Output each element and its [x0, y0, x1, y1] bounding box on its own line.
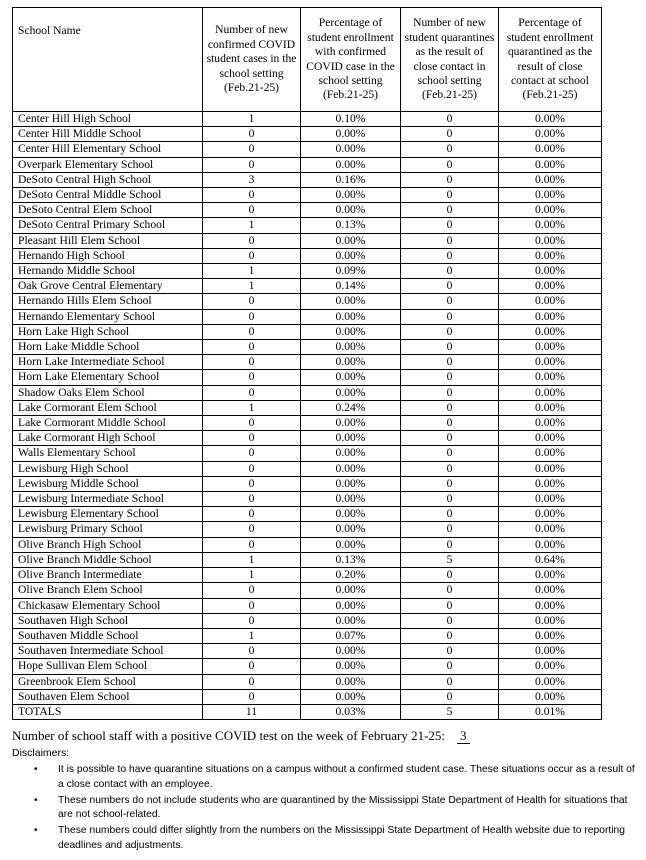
quarantine-percentage-cell: 0.64% [499, 552, 602, 567]
table-row [13, 583, 602, 598]
case-percentage-cell: 0.24% [301, 400, 401, 415]
table-row [13, 127, 602, 142]
school-name-cell: Center Hill Elementary School [13, 142, 203, 157]
quarantine-percentage-cell: 0.00% [499, 324, 602, 339]
new-quarantines-cell: 0 [401, 309, 499, 324]
new-quarantines-cell: 0 [401, 324, 499, 339]
school-name-cell: Center Hill Middle School [13, 127, 203, 142]
new-cases-cell: 3 [203, 172, 301, 187]
quarantine-percentage-cell: 0.00% [499, 644, 602, 659]
new-quarantines-cell: 0 [401, 355, 499, 370]
disclaimer-item [30, 763, 635, 793]
table-body [13, 112, 602, 720]
case-percentage-cell: 0.03% [301, 704, 401, 719]
new-quarantines-cell: 0 [401, 233, 499, 248]
new-cases-cell: 0 [203, 583, 301, 598]
quarantine-percentage-cell: 0.00% [499, 537, 602, 552]
school-name-cell: Lake Cormorant Elem School [13, 400, 203, 415]
school-name-cell: Chickasaw Elementary School [13, 598, 203, 613]
new-quarantines-cell: 0 [401, 522, 499, 537]
new-cases-cell: 0 [203, 431, 301, 446]
table-row [13, 294, 602, 309]
table-row [13, 218, 602, 233]
school-name-cell: Lewisburg Middle School [13, 476, 203, 491]
new-quarantines-cell: 0 [401, 461, 499, 476]
new-cases-cell: 0 [203, 644, 301, 659]
bullet-icon: • [34, 794, 38, 806]
new-cases-cell: 0 [203, 385, 301, 400]
case-percentage-cell: 0.00% [301, 355, 401, 370]
disclaimer-item [30, 794, 635, 824]
new-quarantines-cell: 0 [401, 537, 499, 552]
quarantine-percentage-cell: 0.00% [499, 522, 602, 537]
case-percentage-cell: 0.00% [301, 461, 401, 476]
case-percentage-cell: 0.00% [301, 324, 401, 339]
table-row [13, 431, 602, 446]
school-name-cell: Greenbrook Elem School [13, 674, 203, 689]
new-cases-cell: 0 [203, 127, 301, 142]
school-name-cell: Southaven Intermediate School [13, 644, 203, 659]
quarantine-percentage-cell: 0.00% [499, 628, 602, 643]
disclaimer-text: These numbers do not include students who are quarantined by the Mississippi State Department of Health for situations that are not school-related. [58, 794, 628, 821]
quarantine-percentage-cell: 0.00% [499, 446, 602, 461]
new-cases-cell: 0 [203, 659, 301, 674]
quarantine-percentage-cell: 0.00% [499, 233, 602, 248]
new-quarantines-cell: 0 [401, 112, 499, 127]
staff-positive-label: Number of school staff with a positive COVID test on the week of February 21-25: [12, 728, 446, 743]
table-row [13, 446, 602, 461]
school-name-cell: Horn Lake Middle School [13, 340, 203, 355]
new-quarantines-cell: 0 [401, 127, 499, 142]
new-cases-cell: 1 [203, 112, 301, 127]
table-row [13, 324, 602, 339]
quarantine-percentage-cell: 0.00% [499, 188, 602, 203]
new-cases-cell: 1 [203, 264, 301, 279]
case-percentage-cell: 0.20% [301, 568, 401, 583]
new-quarantines-cell: 0 [401, 598, 499, 613]
quarantine-percentage-cell: 0.00% [499, 568, 602, 583]
school-name-cell: Lewisburg High School [13, 461, 203, 476]
table-row [13, 112, 602, 127]
quarantine-percentage-cell: 0.00% [499, 416, 602, 431]
header-quarantine-percentage: Percentage of student enrollment quarantined as the result of close contact at school (Feb.21-25) [499, 8, 602, 112]
table-row [13, 613, 602, 628]
new-cases-cell: 0 [203, 233, 301, 248]
school-name-cell: Hernando Hills Elem School [13, 294, 203, 309]
new-quarantines-cell: 0 [401, 203, 499, 218]
new-quarantines-cell: 0 [401, 218, 499, 233]
case-percentage-cell: 0.00% [301, 431, 401, 446]
quarantine-percentage-cell: 0.00% [499, 142, 602, 157]
school-name-cell: Hope Sullivan Elem School [13, 659, 203, 674]
quarantine-percentage-cell: 0.00% [499, 400, 602, 415]
new-quarantines-cell: 0 [401, 400, 499, 415]
table-row [13, 248, 602, 263]
table-row [13, 264, 602, 279]
new-cases-cell: 1 [203, 279, 301, 294]
quarantine-percentage-cell: 0.00% [499, 507, 602, 522]
new-cases-cell: 0 [203, 248, 301, 263]
new-cases-cell: 0 [203, 674, 301, 689]
new-quarantines-cell: 0 [401, 674, 499, 689]
table-row [13, 400, 602, 415]
staff-positive-line [12, 728, 470, 744]
school-name-cell: Hernando High School [13, 248, 203, 263]
case-percentage-cell: 0.00% [301, 416, 401, 431]
case-percentage-cell: 0.10% [301, 112, 401, 127]
new-cases-cell: 0 [203, 340, 301, 355]
new-quarantines-cell: 0 [401, 507, 499, 522]
case-percentage-cell: 0.00% [301, 583, 401, 598]
new-cases-cell: 0 [203, 507, 301, 522]
case-percentage-cell: 0.00% [301, 537, 401, 552]
new-quarantines-cell: 0 [401, 628, 499, 643]
quarantine-percentage-cell: 0.00% [499, 385, 602, 400]
new-cases-cell: 0 [203, 309, 301, 324]
quarantine-percentage-cell: 0.00% [499, 476, 602, 491]
school-name-cell: Center Hill High School [13, 112, 203, 127]
new-quarantines-cell: 0 [401, 264, 499, 279]
new-quarantines-cell: 0 [401, 644, 499, 659]
quarantine-percentage-cell: 0.00% [499, 461, 602, 476]
case-percentage-cell: 0.00% [301, 674, 401, 689]
case-percentage-cell: 0.00% [301, 157, 401, 172]
school-name-cell: Lewisburg Primary School [13, 522, 203, 537]
new-cases-cell: 0 [203, 416, 301, 431]
table-row [13, 689, 602, 704]
header-new-quarantines: Number of new student quarantines as the result of close contact in school setting (Feb.21-25) [401, 8, 499, 112]
school-name-cell: Oak Grove Central Elementary [13, 279, 203, 294]
table-row [13, 644, 602, 659]
new-cases-cell: 0 [203, 142, 301, 157]
new-quarantines-cell: 0 [401, 188, 499, 203]
table-row [13, 203, 602, 218]
new-quarantines-cell: 5 [401, 552, 499, 567]
school-name-cell: Olive Branch Middle School [13, 552, 203, 567]
table-row [13, 598, 602, 613]
case-percentage-cell: 0.00% [301, 340, 401, 355]
school-name-cell: Southaven High School [13, 613, 203, 628]
new-quarantines-cell: 0 [401, 492, 499, 507]
quarantine-percentage-cell: 0.00% [499, 431, 602, 446]
table-row [13, 461, 602, 476]
covid-cases-table [12, 7, 602, 720]
new-quarantines-cell: 0 [401, 157, 499, 172]
table-row [13, 659, 602, 674]
table-row [13, 309, 602, 324]
quarantine-percentage-cell: 0.00% [499, 370, 602, 385]
quarantine-percentage-cell: 0.00% [499, 264, 602, 279]
new-quarantines-cell: 0 [401, 689, 499, 704]
school-name-cell: Pleasant Hill Elem School [13, 233, 203, 248]
table-row [13, 142, 602, 157]
disclaimers-title: Disclaimers: [12, 747, 70, 759]
school-name-cell: Lake Cormorant High School [13, 431, 203, 446]
new-cases-cell: 0 [203, 476, 301, 491]
header-case-percentage: Percentage of student enrollment with confirmed COVID case in the school setting (Feb.21-25) [301, 8, 401, 112]
new-quarantines-cell: 0 [401, 370, 499, 385]
table-row [13, 522, 602, 537]
new-cases-cell: 0 [203, 537, 301, 552]
case-percentage-cell: 0.00% [301, 142, 401, 157]
disclaimers-list [30, 763, 635, 855]
case-percentage-cell: 0.09% [301, 264, 401, 279]
quarantine-percentage-cell: 0.00% [499, 674, 602, 689]
table-row [13, 172, 602, 187]
new-quarantines-cell: 0 [401, 416, 499, 431]
school-name-cell: Hernando Elementary School [13, 309, 203, 324]
disclaimer-text: These numbers could differ slightly from the numbers on the Mississippi State Department of Health website due to reporting deadlines and adjustments. [58, 825, 625, 851]
quarantine-percentage-cell: 0.00% [499, 112, 602, 127]
case-percentage-cell: 0.00% [301, 522, 401, 537]
quarantine-percentage-cell: 0.00% [499, 355, 602, 370]
new-cases-cell: 0 [203, 461, 301, 476]
school-name-cell: Shadow Oaks Elem School [13, 385, 203, 400]
table-row [13, 507, 602, 522]
school-name-cell: Horn Lake Elementary School [13, 370, 203, 385]
quarantine-percentage-cell: 0.00% [499, 689, 602, 704]
table-row [13, 476, 602, 491]
new-cases-cell: 11 [203, 704, 301, 719]
school-name-cell: Olive Branch Intermediate [13, 568, 203, 583]
quarantine-percentage-cell: 0.00% [499, 294, 602, 309]
quarantine-percentage-cell: 0.00% [499, 659, 602, 674]
school-name-cell: Lewisburg Intermediate School [13, 492, 203, 507]
new-quarantines-cell: 0 [401, 340, 499, 355]
table-row [13, 279, 602, 294]
new-cases-cell: 0 [203, 522, 301, 537]
quarantine-percentage-cell: 0.00% [499, 218, 602, 233]
new-cases-cell: 0 [203, 598, 301, 613]
new-cases-cell: 0 [203, 492, 301, 507]
new-cases-cell: 1 [203, 568, 301, 583]
school-name-cell: Lewisburg Elementary School [13, 507, 203, 522]
case-percentage-cell: 0.07% [301, 628, 401, 643]
new-cases-cell: 0 [203, 613, 301, 628]
school-name-cell: Southaven Middle School [13, 628, 203, 643]
quarantine-percentage-cell: 0.00% [499, 157, 602, 172]
bullet-icon: • [34, 825, 38, 837]
new-cases-cell: 0 [203, 446, 301, 461]
new-quarantines-cell: 0 [401, 613, 499, 628]
new-cases-cell: 0 [203, 355, 301, 370]
new-quarantines-cell: 0 [401, 568, 499, 583]
header-new-cases: Number of new confirmed COVID student cases in the school setting (Feb.21-25) [203, 8, 301, 112]
new-cases-cell: 0 [203, 324, 301, 339]
new-cases-cell: 0 [203, 294, 301, 309]
quarantine-percentage-cell: 0.00% [499, 583, 602, 598]
school-name-cell: Overpark Elementary School [13, 157, 203, 172]
quarantine-percentage-cell: 0.00% [499, 279, 602, 294]
table-row [13, 568, 602, 583]
new-cases-cell: 0 [203, 370, 301, 385]
table-header-row [13, 8, 602, 112]
new-quarantines-cell: 0 [401, 385, 499, 400]
case-percentage-cell: 0.00% [301, 659, 401, 674]
new-quarantines-cell: 0 [401, 431, 499, 446]
quarantine-percentage-cell: 0.00% [499, 172, 602, 187]
new-quarantines-cell: 0 [401, 279, 499, 294]
new-quarantines-cell: 5 [401, 704, 499, 719]
new-cases-cell: 0 [203, 203, 301, 218]
table-row [13, 233, 602, 248]
school-name-cell: TOTALS [13, 704, 203, 719]
school-name-cell: Horn Lake Intermediate School [13, 355, 203, 370]
case-percentage-cell: 0.00% [301, 492, 401, 507]
disclaimer-text: It is possible to have quarantine situations on a campus without a confirmed student case. These situations occur as a result of a close contact with an employee. [58, 764, 635, 790]
case-percentage-cell: 0.00% [301, 294, 401, 309]
quarantine-percentage-cell: 0.00% [499, 340, 602, 355]
table-row [13, 628, 602, 643]
table-row [13, 552, 602, 567]
table-row [13, 492, 602, 507]
header-school-name: School Name [13, 8, 203, 112]
new-quarantines-cell: 0 [401, 476, 499, 491]
new-quarantines-cell: 0 [401, 446, 499, 461]
school-name-cell: Olive Branch Elem School [13, 583, 203, 598]
school-name-cell: Horn Lake High School [13, 324, 203, 339]
case-percentage-cell: 0.13% [301, 218, 401, 233]
quarantine-percentage-cell: 0.00% [499, 309, 602, 324]
case-percentage-cell: 0.00% [301, 203, 401, 218]
new-quarantines-cell: 0 [401, 294, 499, 309]
table-row [13, 355, 602, 370]
bullet-icon: • [34, 764, 38, 775]
school-name-cell: Olive Branch High School [13, 537, 203, 552]
quarantine-percentage-cell: 0.00% [499, 203, 602, 218]
disclaimer-item [30, 824, 635, 854]
school-name-cell: DeSoto Central Middle School [13, 188, 203, 203]
table-row [13, 416, 602, 431]
table-row [13, 370, 602, 385]
quarantine-percentage-cell: 0.00% [499, 492, 602, 507]
case-percentage-cell: 0.00% [301, 188, 401, 203]
new-quarantines-cell: 0 [401, 142, 499, 157]
table-row [13, 340, 602, 355]
case-percentage-cell: 0.00% [301, 598, 401, 613]
school-name-cell: DeSoto Central Primary School [13, 218, 203, 233]
case-percentage-cell: 0.13% [301, 552, 401, 567]
new-quarantines-cell: 0 [401, 172, 499, 187]
new-cases-cell: 1 [203, 628, 301, 643]
new-quarantines-cell: 0 [401, 248, 499, 263]
school-name-cell: Hernando Middle School [13, 264, 203, 279]
case-percentage-cell: 0.00% [301, 644, 401, 659]
new-quarantines-cell: 0 [401, 583, 499, 598]
totals-row [13, 704, 602, 719]
staff-positive-count: 3 [457, 729, 470, 744]
quarantine-percentage-cell: 0.00% [499, 598, 602, 613]
new-cases-cell: 1 [203, 552, 301, 567]
new-cases-cell: 1 [203, 218, 301, 233]
new-quarantines-cell: 0 [401, 659, 499, 674]
case-percentage-cell: 0.00% [301, 476, 401, 491]
new-cases-cell: 0 [203, 188, 301, 203]
table-row [13, 537, 602, 552]
quarantine-percentage-cell: 0.00% [499, 127, 602, 142]
case-percentage-cell: 0.16% [301, 172, 401, 187]
case-percentage-cell: 0.00% [301, 385, 401, 400]
quarantine-percentage-cell: 0.01% [499, 704, 602, 719]
school-name-cell: DeSoto Central Elem School [13, 203, 203, 218]
new-cases-cell: 0 [203, 689, 301, 704]
case-percentage-cell: 0.00% [301, 248, 401, 263]
case-percentage-cell: 0.00% [301, 309, 401, 324]
quarantine-percentage-cell: 0.00% [499, 248, 602, 263]
case-percentage-cell: 0.00% [301, 613, 401, 628]
case-percentage-cell: 0.00% [301, 233, 401, 248]
table-row [13, 157, 602, 172]
new-cases-cell: 0 [203, 157, 301, 172]
quarantine-percentage-cell: 0.00% [499, 613, 602, 628]
table-row [13, 674, 602, 689]
case-percentage-cell: 0.00% [301, 507, 401, 522]
case-percentage-cell: 0.14% [301, 279, 401, 294]
case-percentage-cell: 0.00% [301, 446, 401, 461]
table-row [13, 385, 602, 400]
case-percentage-cell: 0.00% [301, 370, 401, 385]
school-name-cell: Walls Elementary School [13, 446, 203, 461]
table-row [13, 188, 602, 203]
school-name-cell: Lake Cormorant Middle School [13, 416, 203, 431]
school-name-cell: Southaven Elem School [13, 689, 203, 704]
new-cases-cell: 1 [203, 400, 301, 415]
school-name-cell: DeSoto Central High School [13, 172, 203, 187]
case-percentage-cell: 0.00% [301, 127, 401, 142]
case-percentage-cell: 0.00% [301, 689, 401, 704]
